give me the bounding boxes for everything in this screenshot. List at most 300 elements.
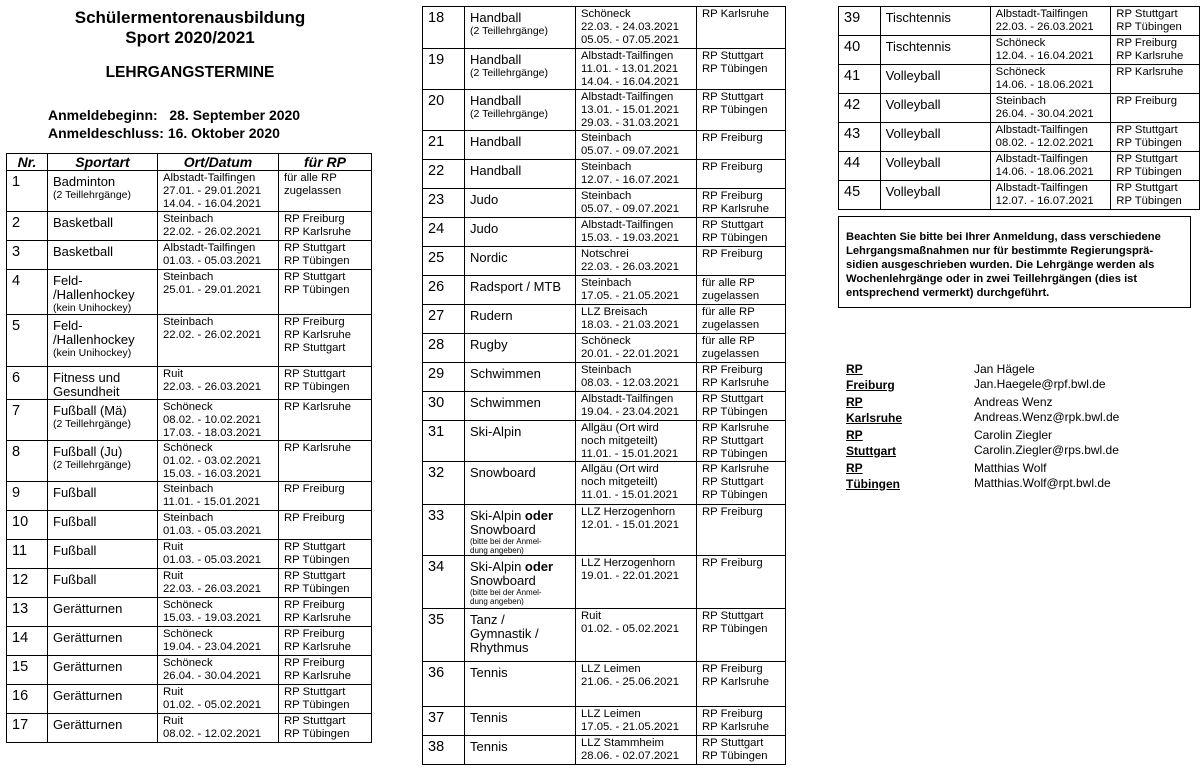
course-row — [7, 569, 372, 598]
course-row — [7, 315, 372, 367]
course-ort-datum: Schöneck 22.03. - 24.03.2021 05.05. - 07.05.2021 — [576, 7, 697, 49]
course-nr: 37 — [423, 707, 465, 736]
course-sport — [48, 598, 158, 627]
course-row — [423, 505, 786, 556]
course-ort-datum: Steinbach 26.04. - 30.04.2021 — [990, 94, 1111, 123]
course-sport — [465, 49, 576, 90]
course-rp: RP Stuttgart RP Tübingen — [279, 241, 372, 270]
course-ort-datum: Steinbach 01.03. - 05.03.2021 — [158, 511, 279, 540]
course-sport — [880, 36, 990, 65]
course-rp: RP Freiburg RP Karlsruhe — [697, 363, 786, 392]
course-ort-datum: Schöneck 12.04. - 16.04.2021 — [990, 36, 1111, 65]
course-sport — [880, 123, 990, 152]
course-ort-datum: Notschrei 22.03. - 26.03.2021 — [576, 247, 697, 276]
course-sport — [48, 441, 158, 482]
sport-name: Rudern — [470, 308, 513, 323]
sport-name-1: Ski-Alpin — [470, 508, 522, 523]
course-ort-datum: Schöneck 26.04. - 30.04.2021 — [158, 656, 279, 685]
course-table-2 — [422, 6, 786, 765]
header-sportart: Sportart — [48, 154, 158, 171]
course-ort-datum: LLZ Breisach 18.03. - 21.03.2021 — [576, 305, 697, 334]
sport-name: Radsport / MTB — [470, 279, 562, 294]
course-sport — [48, 171, 158, 212]
anmeldeschluss-label: Anmeldeschluss: — [48, 125, 164, 141]
sport-name: Fußball — [53, 514, 97, 529]
sport-hint: (bitte bei der Anmel- dung angeben) — [470, 588, 542, 606]
course-nr: 4 — [7, 270, 48, 315]
course-rp: RP Stuttgart RP Tübingen — [697, 392, 786, 421]
course-ort-datum: Albstadt-Tailfingen 01.03. - 05.03.2021 — [158, 241, 279, 270]
course-row — [7, 212, 372, 241]
course-sport — [48, 367, 158, 400]
contact-rp-label: RP Freiburg — [846, 362, 895, 392]
course-sport — [48, 627, 158, 656]
course-ort-datum: Steinbach 08.03. - 12.03.2021 — [576, 363, 697, 392]
course-ort-datum: Ruit 01.02. - 05.02.2021 — [576, 609, 697, 662]
course-ort-datum: LLZ Leimen 21.06. - 25.06.2021 — [576, 662, 697, 707]
course-sport — [48, 400, 158, 441]
course-row — [7, 441, 372, 482]
course-nr: 19 — [423, 49, 465, 90]
course-row — [423, 707, 786, 736]
course-sport — [48, 482, 158, 511]
course-rp: RP Stuttgart RP Tübingen — [697, 90, 786, 131]
course-row — [7, 598, 372, 627]
sport-name: Badminton — [53, 174, 116, 189]
course-sport — [465, 505, 576, 556]
course-rp: RP Karlsruhe RP Stuttgart RP Tübingen — [697, 421, 786, 462]
course-sport — [465, 131, 576, 160]
course-ort-datum: Steinbach 22.02. - 26.02.2021 — [158, 212, 279, 241]
contact-email[interactable]: Jan.Haegele@rpf.bwl.de — [974, 377, 1106, 391]
course-ort-datum: Ruit 08.02. - 12.02.2021 — [158, 714, 279, 743]
title-line-1: Schülermentorenausbildung — [74, 8, 306, 27]
contact-name: Matthias Wolf — [974, 461, 1047, 475]
course-rp: RP Stuttgart RP Tübingen — [1111, 7, 1200, 36]
course-rp: RP Karlsruhe — [279, 441, 372, 482]
course-nr: 21 — [423, 131, 465, 160]
course-nr: 2 — [7, 212, 48, 241]
course-sport — [465, 392, 576, 421]
course-ort-datum: Steinbach 05.07. - 09.07.2021 — [576, 131, 697, 160]
course-row — [423, 189, 786, 218]
course-sport — [465, 90, 576, 131]
sport-name: Feld- /Hallenhockey — [53, 318, 135, 347]
course-nr: 16 — [7, 685, 48, 714]
course-ort-datum: Steinbach 05.07. - 09.07.2021 — [576, 189, 697, 218]
contact-rp-label: RP Stuttgart — [846, 428, 896, 458]
course-rp: RP Karlsruhe — [279, 400, 372, 441]
course-nr: 1 — [7, 171, 48, 212]
course-sport — [465, 276, 576, 305]
course-rp: RP Stuttgart RP Tübingen — [1111, 181, 1200, 210]
course-ort-datum: Albstadt-Tailfingen 14.06. - 18.06.2021 — [990, 152, 1111, 181]
anmeldebeginn-label: Anmeldebeginn: — [48, 107, 158, 123]
course-nr: 42 — [839, 94, 881, 123]
course-table-1 — [6, 153, 372, 743]
course-rp: für alle RP zugelassen — [697, 276, 786, 305]
subtitle: LEHRGANGSTERMINE — [105, 64, 275, 81]
course-sport — [880, 181, 990, 210]
course-row — [423, 131, 786, 160]
contact-rp-label: RP Karlsruhe — [846, 395, 903, 425]
course-rp: RP Karlsruhe RP Stuttgart RP Tübingen — [697, 462, 786, 505]
contact-email[interactable]: Andreas.Wenz@rpk.bwl.de — [974, 410, 1120, 424]
sport-name-1: Ski-Alpin — [470, 559, 522, 574]
sport-name: Fußball (Mä) — [53, 403, 127, 418]
course-sport — [465, 334, 576, 363]
course-rp: für alle RP zugelassen — [697, 334, 786, 363]
course-row — [423, 662, 786, 707]
course-sport — [465, 662, 576, 707]
sport-conjunction: oder — [524, 508, 554, 523]
sport-name: Handball — [470, 10, 522, 25]
course-nr: 30 — [423, 392, 465, 421]
course-ort-datum: LLZ Herzogenhorn 12.01. - 15.01.2021 — [576, 505, 697, 556]
course-nr: 33 — [423, 505, 465, 556]
course-row — [7, 685, 372, 714]
course-ort-datum: Schöneck 08.02. - 10.02.2021 17.03. - 18.03.2021 — [158, 400, 279, 441]
course-nr: 31 — [423, 421, 465, 462]
sport-name: Tennis — [470, 710, 508, 725]
course-rp: RP Freiburg RP Karlsruhe — [697, 662, 786, 707]
course-ort-datum: Schöneck 15.03. - 19.03.2021 — [158, 598, 279, 627]
sport-name: Handball — [470, 134, 522, 149]
course-sport — [465, 736, 576, 765]
course-ort-datum: Steinbach 22.02. - 26.02.2021 — [158, 315, 279, 367]
course-sport — [48, 685, 158, 714]
course-ort-datum: LLZ Herzogenhorn 19.01. - 22.01.2021 — [576, 556, 697, 609]
course-ort-datum: Albstadt-Tailfingen 12.07. - 16.07.2021 — [990, 181, 1111, 210]
course-nr: 7 — [7, 400, 48, 441]
header-fuer-rp: für RP — [279, 154, 372, 171]
course-sport — [48, 714, 158, 743]
course-nr: 24 — [423, 218, 465, 247]
course-nr: 29 — [423, 363, 465, 392]
course-row — [839, 94, 1200, 123]
course-ort-datum: Schöneck 14.06. - 18.06.2021 — [990, 65, 1111, 94]
sport-name: Rugby — [470, 337, 508, 352]
course-rp: RP Karlsruhe — [697, 7, 786, 49]
sport-name: Snowboard — [470, 465, 536, 480]
course-nr: 44 — [839, 152, 881, 181]
course-row — [423, 305, 786, 334]
course-nr: 43 — [839, 123, 881, 152]
course-row — [7, 540, 372, 569]
course-ort-datum: Allgäu (Ort wird noch mitgeteilt) 11.01. - 15.01.2021 — [576, 421, 697, 462]
course-row — [7, 627, 372, 656]
course-nr: 10 — [7, 511, 48, 540]
header-ort-datum: Ort/Datum — [158, 154, 279, 171]
header-nr: Nr. — [7, 154, 48, 171]
course-nr: 27 — [423, 305, 465, 334]
sport-name: Volleyball — [885, 126, 941, 141]
course-row — [839, 36, 1200, 65]
course-sport — [880, 65, 990, 94]
course-ort-datum: LLZ Leimen 17.05. - 21.05.2021 — [576, 707, 697, 736]
course-rp: RP Freiburg RP Karlsruhe — [279, 598, 372, 627]
course-ort-datum: Ruit 22.03. - 26.03.2021 — [158, 367, 279, 400]
course-rp: RP Freiburg RP Karlsruhe — [279, 656, 372, 685]
course-row — [7, 241, 372, 270]
course-ort-datum: Albstadt-Tailfingen 11.01. - 13.01.2021 14.04. - 16.04.2021 — [576, 49, 697, 90]
sport-name-2: Snowboard — [470, 573, 536, 588]
sport-name: Judo — [470, 192, 499, 207]
sport-hint: (bitte bei der Anmel- dung angeben) — [470, 537, 542, 555]
course-nr: 15 — [7, 656, 48, 685]
anmeldebeginn-value: 28. September 2020 — [169, 107, 301, 123]
sport-name: Gerätturnen — [53, 688, 123, 703]
course-sport — [465, 247, 576, 276]
sport-name: Schwimmen — [470, 366, 541, 381]
course-nr: 32 — [423, 462, 465, 505]
course-sport — [48, 569, 158, 598]
sport-name: Tanz / Gymnastik / Rhythmus — [470, 612, 539, 655]
course-sport — [465, 556, 576, 609]
table-header-row — [7, 154, 372, 171]
course-ort-datum: LLZ Stammheim 28.06. - 02.07.2021 — [576, 736, 697, 765]
course-row — [839, 7, 1200, 36]
course-ort-datum: Schöneck 19.04. - 23.04.2021 — [158, 627, 279, 656]
course-nr: 14 — [7, 627, 48, 656]
course-nr: 41 — [839, 65, 881, 94]
sport-name: Judo — [470, 221, 499, 236]
sport-name: Gerätturnen — [53, 601, 123, 616]
contact-name: Andreas Wenz — [974, 395, 1053, 409]
course-sport — [465, 305, 576, 334]
course-nr: 35 — [423, 609, 465, 662]
course-row — [839, 152, 1200, 181]
sport-name: Fitness und Gesundheit — [53, 370, 121, 399]
sport-name: Basketball — [53, 244, 113, 259]
course-sport — [880, 94, 990, 123]
sport-name: Gerätturnen — [53, 630, 123, 645]
course-ort-datum: Ruit 01.02. - 05.02.2021 — [158, 685, 279, 714]
course-nr: 17 — [7, 714, 48, 743]
course-sport — [48, 656, 158, 685]
course-nr: 28 — [423, 334, 465, 363]
course-rp: RP Stuttgart RP Tübingen — [697, 218, 786, 247]
course-row — [7, 714, 372, 743]
course-nr: 6 — [7, 367, 48, 400]
course-table-3 — [838, 6, 1200, 210]
course-sport — [48, 540, 158, 569]
course-ort-datum: Schöneck 01.02. - 03.02.2021 15.03. - 16.03.2021 — [158, 441, 279, 482]
course-rp: RP Stuttgart RP Tübingen — [1111, 152, 1200, 181]
course-nr: 3 — [7, 241, 48, 270]
course-row — [423, 609, 786, 662]
course-rp: RP Freiburg — [697, 131, 786, 160]
course-row — [7, 400, 372, 441]
course-sport — [48, 212, 158, 241]
sport-note: (2 Teillehrgänge) — [53, 189, 132, 201]
sport-note: (2 Teillehrgänge) — [470, 25, 549, 37]
course-sport — [48, 511, 158, 540]
course-rp: RP Stuttgart RP Tübingen — [279, 569, 372, 598]
sport-name: Volleyball — [885, 97, 941, 112]
course-row — [839, 181, 1200, 210]
course-nr: 38 — [423, 736, 465, 765]
course-sport — [465, 218, 576, 247]
course-nr: 39 — [839, 7, 881, 36]
course-rp: für alle RP zugelassen — [697, 305, 786, 334]
course-ort-datum: Steinbach 11.01. - 15.01.2021 — [158, 482, 279, 511]
course-ort-datum: Albstadt-Tailfingen 27.01. - 29.01.2021 14.04. - 16.04.2021 — [158, 171, 279, 212]
course-sport — [880, 152, 990, 181]
sport-name: Handball — [470, 163, 522, 178]
course-rp: RP Stuttgart RP Tübingen — [279, 367, 372, 400]
registration-note: Beachten Sie bitte bei Ihrer Anmeldung, dass verschiedene Lehrgangsmaßnahmen nur für bestimmte Regierungsprä-sidien ausgeschrieben wurden. Die Lehrgänge werden als Wochenlehrgänge oder in zwei Teillehrgängen (dies ist entsprechend vermerkt) durchgeführt. — [838, 216, 1191, 308]
course-row — [839, 65, 1200, 94]
course-sport — [465, 421, 576, 462]
course-nr: 40 — [839, 36, 881, 65]
course-sport — [880, 7, 990, 36]
sport-name: Handball — [470, 52, 522, 67]
sport-note: (2 Teillehrgänge) — [470, 67, 549, 79]
course-row — [7, 367, 372, 400]
sport-name: Handball — [470, 93, 522, 108]
course-row — [839, 123, 1200, 152]
sport-name: Basketball — [53, 215, 113, 230]
contact-rp-label: RP Tübingen — [846, 461, 900, 491]
course-rp: RP Freiburg — [697, 247, 786, 276]
course-row — [423, 276, 786, 305]
sport-name: Tischtennis — [885, 10, 951, 25]
course-nr: 13 — [7, 598, 48, 627]
course-rp: RP Stuttgart RP Tübingen — [697, 609, 786, 662]
course-row — [423, 334, 786, 363]
sport-name: Volleyball — [885, 68, 941, 83]
sport-name: Ski-Alpin — [470, 424, 522, 439]
course-rp: RP Freiburg — [697, 505, 786, 556]
course-rp: RP Stuttgart RP Tübingen — [279, 270, 372, 315]
course-row — [423, 160, 786, 189]
sport-name: Gerätturnen — [53, 659, 123, 674]
course-ort-datum: Allgäu (Ort wird noch mitgeteilt) 11.01. - 15.01.2021 — [576, 462, 697, 505]
sport-name: Tischtennis — [885, 39, 951, 54]
course-rp: RP Stuttgart RP Tübingen — [279, 685, 372, 714]
course-rp: RP Stuttgart RP Tübingen — [697, 49, 786, 90]
course-ort-datum: Steinbach 25.01. - 29.01.2021 — [158, 270, 279, 315]
course-rp: RP Freiburg RP Karlsruhe — [1111, 36, 1200, 65]
course-ort-datum: Steinbach 12.07. - 16.07.2021 — [576, 160, 697, 189]
course-nr: 26 — [423, 276, 465, 305]
course-nr: 34 — [423, 556, 465, 609]
course-nr: 5 — [7, 315, 48, 367]
course-sport — [465, 707, 576, 736]
course-row — [7, 482, 372, 511]
course-rp: RP Stuttgart RP Tübingen — [1111, 123, 1200, 152]
course-rp: RP Freiburg RP Karlsruhe — [279, 627, 372, 656]
course-sport — [465, 7, 576, 49]
course-row — [423, 49, 786, 90]
course-row — [423, 247, 786, 276]
course-rp: für alle RP zugelassen — [279, 171, 372, 212]
sport-name-2: Snowboard — [470, 522, 536, 537]
sport-note: (kein Unihockey) — [53, 347, 132, 359]
course-nr: 36 — [423, 662, 465, 707]
course-nr: 20 — [423, 90, 465, 131]
course-row — [423, 736, 786, 765]
course-row — [7, 171, 372, 212]
course-sport — [465, 609, 576, 662]
course-nr: 45 — [839, 181, 881, 210]
sport-note: (2 Teillehrgänge) — [53, 418, 132, 430]
sport-name: Fußball — [53, 543, 97, 558]
sport-name: Fußball (Ju) — [53, 444, 123, 459]
course-rp: RP Freiburg — [279, 511, 372, 540]
course-rp: RP Stuttgart RP Tübingen — [697, 736, 786, 765]
sport-name: Tennis — [470, 665, 508, 680]
course-rp: RP Freiburg — [1111, 94, 1200, 123]
course-row — [423, 363, 786, 392]
course-nr: 11 — [7, 540, 48, 569]
sport-name: Tennis — [470, 739, 508, 754]
course-row — [423, 7, 786, 49]
course-nr: 25 — [423, 247, 465, 276]
course-sport — [465, 363, 576, 392]
course-rp: RP Freiburg RP Karlsruhe RP Stuttgart — [279, 315, 372, 367]
course-row — [7, 656, 372, 685]
contact-name: Carolin Ziegler — [974, 428, 1053, 442]
sport-name: Nordic — [470, 250, 508, 265]
contact-name: Jan Hägele — [974, 362, 1035, 376]
course-ort-datum: Schöneck 20.01. - 22.01.2021 — [576, 334, 697, 363]
course-ort-datum: Steinbach 17.05. - 21.05.2021 — [576, 276, 697, 305]
anmeldeschluss-value: 16. Oktober 2020 — [167, 125, 280, 141]
sport-name: Fußball — [53, 485, 97, 500]
course-row — [7, 270, 372, 315]
sport-name: Schwimmen — [470, 395, 541, 410]
course-row — [423, 392, 786, 421]
course-ort-datum: Albstadt-Tailfingen 13.01. - 15.01.2021 29.03. - 31.03.2021 — [576, 90, 697, 131]
course-rp: RP Karlsruhe — [1111, 65, 1200, 94]
course-rp: RP Stuttgart RP Tübingen — [279, 714, 372, 743]
course-ort-datum: Albstadt-Tailfingen 08.02. - 12.02.2021 — [990, 123, 1111, 152]
sport-name: Gerätturnen — [53, 717, 123, 732]
registration-dates — [48, 106, 300, 142]
contact-email[interactable]: Matthias.Wolf@rpt.bwl.de — [974, 476, 1111, 490]
course-sport — [465, 189, 576, 218]
course-ort-datum: Albstadt-Tailfingen 22.03. - 26.03.2021 — [990, 7, 1111, 36]
course-sport — [48, 315, 158, 367]
course-sport — [48, 241, 158, 270]
course-row — [423, 556, 786, 609]
sport-name — [470, 509, 572, 523]
course-row — [423, 421, 786, 462]
sport-name — [470, 560, 572, 574]
course-nr: 22 — [423, 160, 465, 189]
course-rp: RP Freiburg — [279, 482, 372, 511]
course-ort-datum: Albstadt-Tailfingen 19.04. - 23.04.2021 — [576, 392, 697, 421]
course-rp: RP Freiburg — [697, 556, 786, 609]
sport-name: Volleyball — [885, 184, 941, 199]
course-rp: RP Freiburg — [697, 160, 786, 189]
course-nr: 18 — [423, 7, 465, 49]
document-title — [0, 8, 380, 48]
course-row — [423, 90, 786, 131]
course-rp: RP Freiburg RP Karlsruhe — [279, 212, 372, 241]
course-rp: RP Stuttgart RP Tübingen — [279, 540, 372, 569]
sport-note: (2 Teillehrgänge) — [53, 459, 132, 471]
contact-email[interactable]: Carolin.Ziegler@rps.bwl.de — [974, 443, 1119, 457]
course-nr: 8 — [7, 441, 48, 482]
course-sport — [465, 462, 576, 505]
course-row — [423, 218, 786, 247]
sport-note: (kein Unihockey) — [53, 302, 132, 314]
sport-name: Volleyball — [885, 155, 941, 170]
course-nr: 23 — [423, 189, 465, 218]
